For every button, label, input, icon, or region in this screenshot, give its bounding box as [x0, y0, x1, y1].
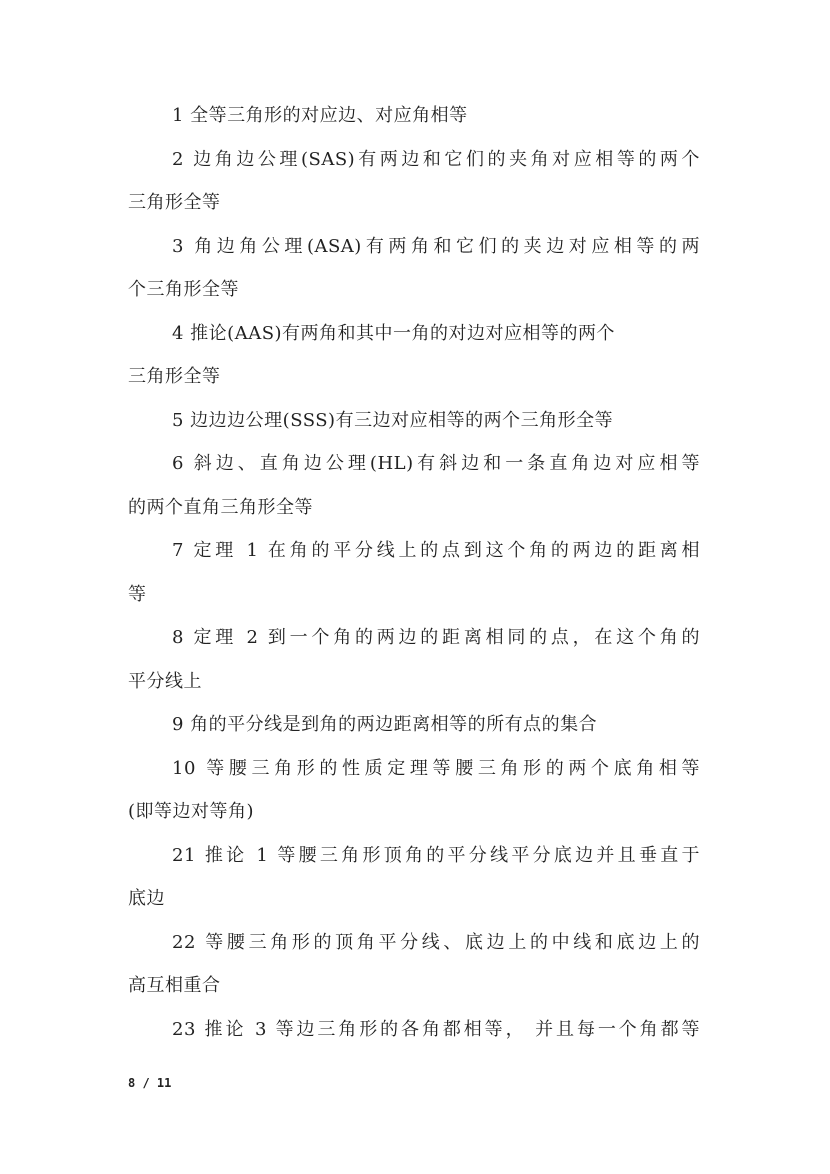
- text-line: 4 推论(AAS)有两角和其中一角的对边对应相等的两个: [172, 322, 616, 344]
- paragraph: [128, 138, 700, 225]
- paragraph: [128, 312, 700, 399]
- paragraph: [128, 94, 700, 138]
- text-line: 的两个直角三角形全等: [128, 496, 313, 518]
- text-line: 三角形全等: [128, 366, 221, 387]
- text-line: 8 定理 2 到一个角的两边的距离相同的点，在这个角的: [172, 627, 700, 648]
- text-line: 5 边边边公理(SSS)有三边对应相等的两个三角形全等: [172, 409, 614, 431]
- document-body: [128, 94, 700, 1051]
- text-line: 22 等腰三角形的顶角平分线、底边上的中线和底边上的: [172, 931, 700, 953]
- paragraph: [128, 703, 700, 747]
- paragraph: [128, 442, 700, 529]
- paragraph: [128, 921, 700, 1008]
- text-line: 三角形全等: [128, 192, 221, 213]
- text-line: 平分线上: [128, 670, 202, 692]
- text-line: 23 推论 3 等边三角形的各角都相等， 并且每一个角都等: [172, 1018, 700, 1040]
- text-line: 3 角边角公理(ASA)有两角和它们的夹边对应相等的两: [172, 235, 700, 257]
- text-line: 等: [128, 583, 147, 605]
- text-line: 高互相重合: [128, 975, 221, 996]
- text-line: 2 边角边公理(SAS)有两边和它们的夹角对应相等的两个: [172, 148, 700, 170]
- text-line: 底边: [128, 888, 165, 909]
- text-line: (即等边对等角): [128, 801, 255, 822]
- text-line: 10 等腰三角形的性质定理等腰三角形的两个底角相等: [172, 757, 700, 779]
- paragraph: [128, 1008, 700, 1052]
- paragraph: [128, 834, 700, 921]
- paragraph: [128, 225, 700, 312]
- text-line: 6 斜边、直角边公理(HL)有斜边和一条直角边对应相等: [172, 453, 700, 474]
- paragraph: [128, 399, 700, 443]
- text-line: 21 推论 1 等腰三角形顶角的平分线平分底边并且垂直于: [172, 844, 700, 866]
- text-line: 1 全等三角形的对应边、对应角相等: [172, 105, 468, 126]
- page-number: 8 / 11: [128, 1076, 172, 1090]
- paragraph: [128, 616, 700, 703]
- text-line: 7 定理 1 在角的平分线上的点到这个角的两边的距离相: [172, 540, 700, 561]
- text-line: 9 角的平分线是到角的两边距离相等的所有点的集合: [172, 714, 598, 735]
- paragraph: [128, 747, 700, 834]
- text-line: 个三角形全等: [128, 279, 239, 300]
- paragraph: [128, 529, 700, 616]
